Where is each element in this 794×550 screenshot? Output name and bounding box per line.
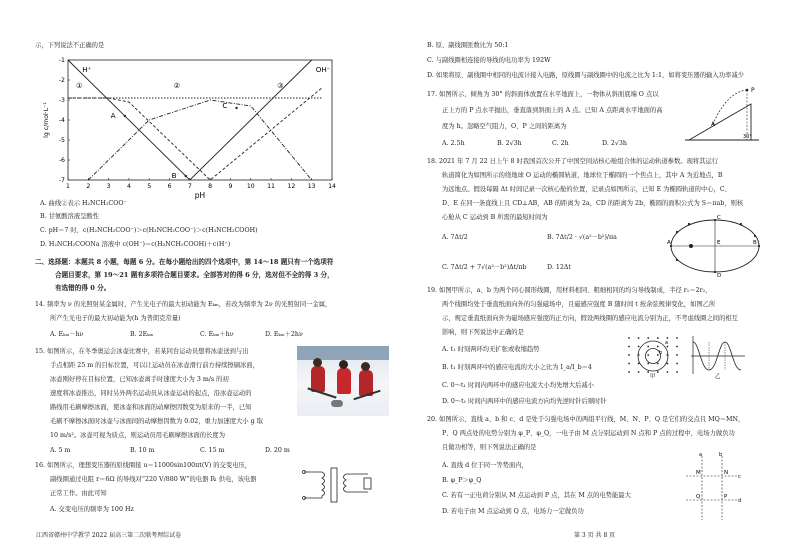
q15-line-4: 速度将冰壶推出，同时另外两名运动员从冰壶运动的起点，沿冰壶运动的 <box>50 390 252 397</box>
q16-option-c: C. 与副线圈相连接的导线的电功率为 192W <box>427 57 551 64</box>
ellipse-label-b: B <box>753 240 757 246</box>
q16-line-2: 副线圈通过电阻 r＝6Ω 的导线对“220 V/880 W”的电器 Rₗ 供电，该电器 <box>50 476 257 483</box>
section-line2: 合题目要求，第 19～21 题有多项符合题目要求。全部答对的得 6 分，选对但不全的得 3 分， <box>55 271 334 279</box>
curve-label-2: ② <box>173 81 181 90</box>
q18-option-b: B. 7Δt/2 · √(a²－b²)/πa <box>547 234 617 241</box>
q17-option-c: C. 2h <box>552 140 569 147</box>
grid-line-c: c <box>738 474 741 480</box>
transformer-diagram <box>300 462 380 508</box>
svg-text:A: A <box>711 121 716 128</box>
svg-text:P: P <box>751 87 755 94</box>
q18-option-d: D. 12Δt <box>547 264 571 271</box>
q13-option-b: B. 甘氨酸溶液呈酸性 <box>40 213 100 220</box>
q20-line-3: 且做功相等，则下列说法正确的是 <box>442 444 537 451</box>
cosine-wave-diagram <box>687 334 747 380</box>
q19-option-a: A. t₁ 时刻两环均无扩张或收缩趋势 <box>442 346 540 353</box>
curling-photo <box>297 346 389 416</box>
field-dot <box>676 337 678 339</box>
grid-line-a: a <box>699 452 703 458</box>
ellipse-label-d: D <box>717 273 722 278</box>
q13-option-d: D. H₂NCH₂COONa 溶液中 c(OH⁻)＝c(H₃NCH₂COOH)＋c(H⁺) <box>40 241 231 248</box>
field-dot <box>667 371 669 373</box>
grid-label-n: N <box>724 470 729 476</box>
point-mark-b <box>185 175 187 177</box>
q16-line-3: 正常工作。由此可知 <box>50 490 107 497</box>
section-line3: 有选错的得 0 分。 <box>55 284 111 292</box>
point-label-a: A <box>110 111 116 120</box>
field-dot <box>647 346 649 348</box>
q18-line-2: 轨道简化为如图所示的绕地球 O 运动的椭圆轨道，地球位于椭圆的一个焦点上，其中 A 为近地点，B <box>442 172 723 179</box>
y-tick-label: -3 <box>58 97 65 104</box>
grid-line-b: b <box>719 452 723 458</box>
curve-label-3: ③ <box>277 81 284 90</box>
incline-angle-label: 30° <box>743 134 752 140</box>
y-tick-label: -6 <box>58 157 65 164</box>
q18-line-4: D、E 在同一条直线上且 CD⊥AB，AB 的距离为 2a，CD 的距离为 2b，椭圆的面积公式为 S＝πab，则核 <box>442 200 744 207</box>
q14-option-c: C. Eₖₘ＋hν <box>200 331 234 338</box>
q15-option-b: B. 10 m <box>130 447 155 454</box>
q15-line-5: 路线用毛刷摩擦冰面，使冰壶和冰面的动摩擦因数变为原来的一半，已知 <box>50 404 252 411</box>
q19-line-3: 示，规定垂直纸面向外为磁场感应强度的正方向，假设两线圈的感应电流分别为正，不考虑线圈之间的相互 <box>442 315 738 322</box>
ellipse-label-c: C <box>717 215 721 221</box>
field-dot <box>657 337 659 339</box>
x-tick-label: 5 <box>147 183 152 190</box>
series-line-2 <box>68 88 322 180</box>
rings-field-diagram <box>623 334 683 380</box>
q14-option-b: B. 2Eₖₘ <box>130 331 154 338</box>
q16-option-d: D. 如果将原、副线圈中相同的电流计接入电路，原线圈与副线圈中的电流之比为 1:1，如将变压器的输入功率减少 <box>427 72 744 79</box>
x-tick-label: 6 <box>167 183 172 190</box>
grid-label-q: Q <box>696 494 701 500</box>
field-dot <box>676 354 678 356</box>
q14-line1: 14. 频率为 ν 的光照射某金属时，产生光电子的最大初动能为 Eₖₘ，若改为频率为 2ν 的光照射同一金属， <box>35 301 332 308</box>
y-axis-label: lg c/mol·L⁻¹ <box>43 102 50 138</box>
q15-line-1: 15. 如图所示，在冬季奥运会冰壶比赛中，若某同台运动员想将冰壶送到与出 <box>35 348 249 355</box>
right-column <box>397 0 794 550</box>
field-dot <box>647 337 649 339</box>
q15-line-6: 毛刷不摩擦冰面时冰壶与冰面间的动摩擦因数为 0.02，重力加速度大小 g 取 <box>50 418 263 425</box>
x-tick-label: 3 <box>106 183 111 190</box>
field-dot <box>657 346 659 348</box>
q13-intro: 示，下列说法不正确的是 <box>35 42 105 49</box>
point-label-c: C <box>222 101 228 110</box>
q16-option-b: B. 原、副线圈匝数比为 50:1 <box>427 42 509 49</box>
y-tick-label: -5 <box>58 137 65 144</box>
incline-diagram <box>685 84 761 146</box>
q17-line-3: 度为 h。忽略空气阻力，O、P 之间的距离为 <box>442 123 567 130</box>
series-line-1 <box>68 60 312 180</box>
footer-right: 第 3 页 共 8 页 <box>574 532 616 539</box>
q14-option-a: A. Eₖₘ－hν <box>50 331 84 338</box>
q15-line-3: 冰壶刚好停在目标位置，已知冰壶离手时速度大小为 3 m/s 的初 <box>50 376 229 383</box>
field-dot <box>628 371 630 373</box>
y-tick-label: -1 <box>58 57 65 64</box>
q14-option-d: D. Eₖₘ＋2hν <box>265 331 303 338</box>
q15-option-d: D. 20 m <box>265 447 290 454</box>
q16-line-1: 16. 如图所示，理想变压器的原线圈接 u＝11000sin100πt(V) 的交变电压， <box>35 462 252 469</box>
series-line-4 <box>88 100 311 180</box>
chart-frame <box>68 60 332 180</box>
q17-option-d: D. 2√3h <box>602 140 627 147</box>
q20-option-c: C. 若有一正电荷分别从 M 点运动到 P 点，其在 M 点的电势能最大 <box>442 492 631 499</box>
x-tick-label: 14 <box>328 183 336 190</box>
field-dot <box>657 363 659 365</box>
point-mark-a <box>124 115 126 117</box>
q20-option-d: D. 若电子由 M 点运动到 Q 点，电场力一定做负功 <box>442 508 584 515</box>
field-dot <box>676 371 678 373</box>
field-dot <box>647 363 649 365</box>
field-dot <box>676 346 678 348</box>
q19-line-4: 影响，则下列说法中正确的是 <box>442 329 524 336</box>
q20-option-b: B. φ_P＞φ_Q <box>442 477 482 484</box>
field-dot <box>638 337 640 339</box>
q20-option-a: A. 直线 d 位于同一等势面内， <box>442 462 528 469</box>
field-dot <box>676 363 678 365</box>
field-dot <box>628 363 630 365</box>
q18-line-5: 心舱从 C 运动到 B 所需的最短时间为 <box>442 214 548 221</box>
grid-line-d: d <box>738 498 742 504</box>
orbit-ellipse-diagram <box>667 214 763 278</box>
fig-jia-label: 甲 <box>650 374 656 380</box>
q13-option-c: C. pH＝7 时，c(H₂NCH₂COO⁻)＞c(H₃NCH₂COO⁻)＞c(H₃NCH₂COOH) <box>40 227 258 234</box>
field-dot <box>657 371 659 373</box>
y-tick-label: -7 <box>58 177 65 184</box>
q18-line-1: 18. 2021 年 7 月 22 日上午 8 时我国首次公开了中国空间站核心舱组合体的运动轨道参数。现将其运行 <box>427 158 719 165</box>
q13-chart <box>40 54 360 202</box>
q20-line-1: 20. 如图所示，直线 a、b 和 c、d 是处于匀强电场中的两组平行线，M、N、P、Q 是它们的交点且 MQ＝MN， <box>427 416 745 423</box>
field-dot <box>638 346 640 348</box>
q19-option-c: C. 0～t₁ 时间内两环中的感应电流大小均先增大后减小 <box>442 382 594 389</box>
field-dot <box>628 346 630 348</box>
grid-label-m: M <box>696 470 701 476</box>
fig-yi-label: 乙 <box>715 374 721 380</box>
footer-left: 江西省赣州中学教学 2022 届高三第二次联考理综试卷 <box>36 532 182 539</box>
field-dot <box>647 354 649 356</box>
grid-label-p: P <box>724 494 728 500</box>
q18-option-a: A. 7Δt/2 <box>442 234 468 241</box>
ellipse-label-a: A <box>667 240 671 246</box>
point-label-h: H⁺ <box>82 65 92 74</box>
field-dot <box>628 354 630 356</box>
q15-option-a: A. 5 m <box>50 447 71 454</box>
field-dot <box>667 337 669 339</box>
y-tick-label: -2 <box>58 77 65 84</box>
q19-option-b: B. t₁ 时刻两环中的感应电流的大小之比为 I_a/I_b＝4 <box>442 364 592 371</box>
q17-option-b: B. 2√3h <box>497 140 522 147</box>
q17-line-1: 17. 如图所示，倾角为 30° 的斜面体放置在水平地面上，一物体从斜面底端 O 点以 <box>427 91 659 98</box>
x-tick-label: 13 <box>307 183 316 190</box>
q17-option-a: A. 2.5h <box>442 140 465 147</box>
x-tick-label: 10 <box>246 183 255 190</box>
parallel-lines-diagram <box>682 452 742 524</box>
q19-line-1: 19. 如图甲所示，a、b 为两个同心圆形线圈，用材料相同、粗细相同的均匀导线制成，半径 r₁＝2r₂， <box>427 287 712 294</box>
x-tick-label: 1 <box>66 183 70 190</box>
x-axis-label: pH <box>194 191 206 200</box>
section-title: 二、选择题：本题共 8 小题，每题 6 分。在每小题给出的四个选项中，第 14～18 题只有一个选项符 <box>35 258 334 266</box>
curve-label-1: ① <box>76 81 83 90</box>
q13-option-a: A. 曲线②表示 H₂NCH₂COO⁻ <box>40 200 127 207</box>
x-tick-label: 4 <box>126 183 131 190</box>
q15-line-7: 10 m/s²。冰壶可视为质点，则运动员用毛刷摩擦冰面的长度为 <box>50 432 225 439</box>
point-label-oh: OH⁻ <box>315 65 331 74</box>
q15-line-2: 手点相距 25 m 的目标位置，可以让运动员在冰壶滑行前方持续擦刷冰面， <box>50 362 259 369</box>
q15-option-c: C. 15 m <box>200 447 225 454</box>
q14-line2: 所产生光电子的最大初动能为(h 为普朗克常量) <box>50 315 181 322</box>
q20-line-2: P、Q 两点处的电势分别为 φ_P、φ_Q，一电子由 M 点分别运动到 N 点和 P 点的过程中，电场力做负功 <box>442 430 735 437</box>
ring-label-b: b <box>659 350 663 356</box>
ellipse-label-e: E <box>717 240 721 246</box>
q17-line-2: 正上方的 P 点水平抛出，垂直落到斜面上的 A 点。已知 A 点距离水平地面的高 <box>442 107 663 114</box>
q18-option-c: C. 7Δt/2 + 7√(a²－b²)Δt/πb <box>442 264 527 271</box>
field-dot <box>647 371 649 373</box>
y-tick-label: -4 <box>58 117 65 124</box>
field-dot <box>638 371 640 373</box>
q19-line-2: 两个线圈均处于垂直纸面向外的匀强磁场中，且磁感应强度 B 随时间 t 按余弦规律变化，如图乙所 <box>442 301 716 308</box>
ring-label-a: a <box>665 340 669 346</box>
x-tick-label: 9 <box>228 183 233 190</box>
point-label-b: B <box>171 171 177 180</box>
x-tick-label: 12 <box>287 183 296 190</box>
q18-line-3: 为远地点。假设每隔 Δt 时间记录一次核心舱的位置，记录点如图所示，已知 E 为椭圆轨道的中心，C、 <box>442 186 731 193</box>
x-tick-label: 7 <box>187 183 192 190</box>
field-dot <box>628 337 630 339</box>
q19-option-d: D. 0～t₁ 时间内两环中的感应电流方向均先逆时针后顺时针 <box>442 398 607 405</box>
x-tick-label: 2 <box>86 183 91 190</box>
q16-option-a: A. 交变电压的频率为 100 Hz <box>50 506 134 513</box>
point-mark-c <box>235 107 237 109</box>
x-tick-label: 11 <box>267 183 276 190</box>
x-tick-label: 8 <box>208 183 213 190</box>
